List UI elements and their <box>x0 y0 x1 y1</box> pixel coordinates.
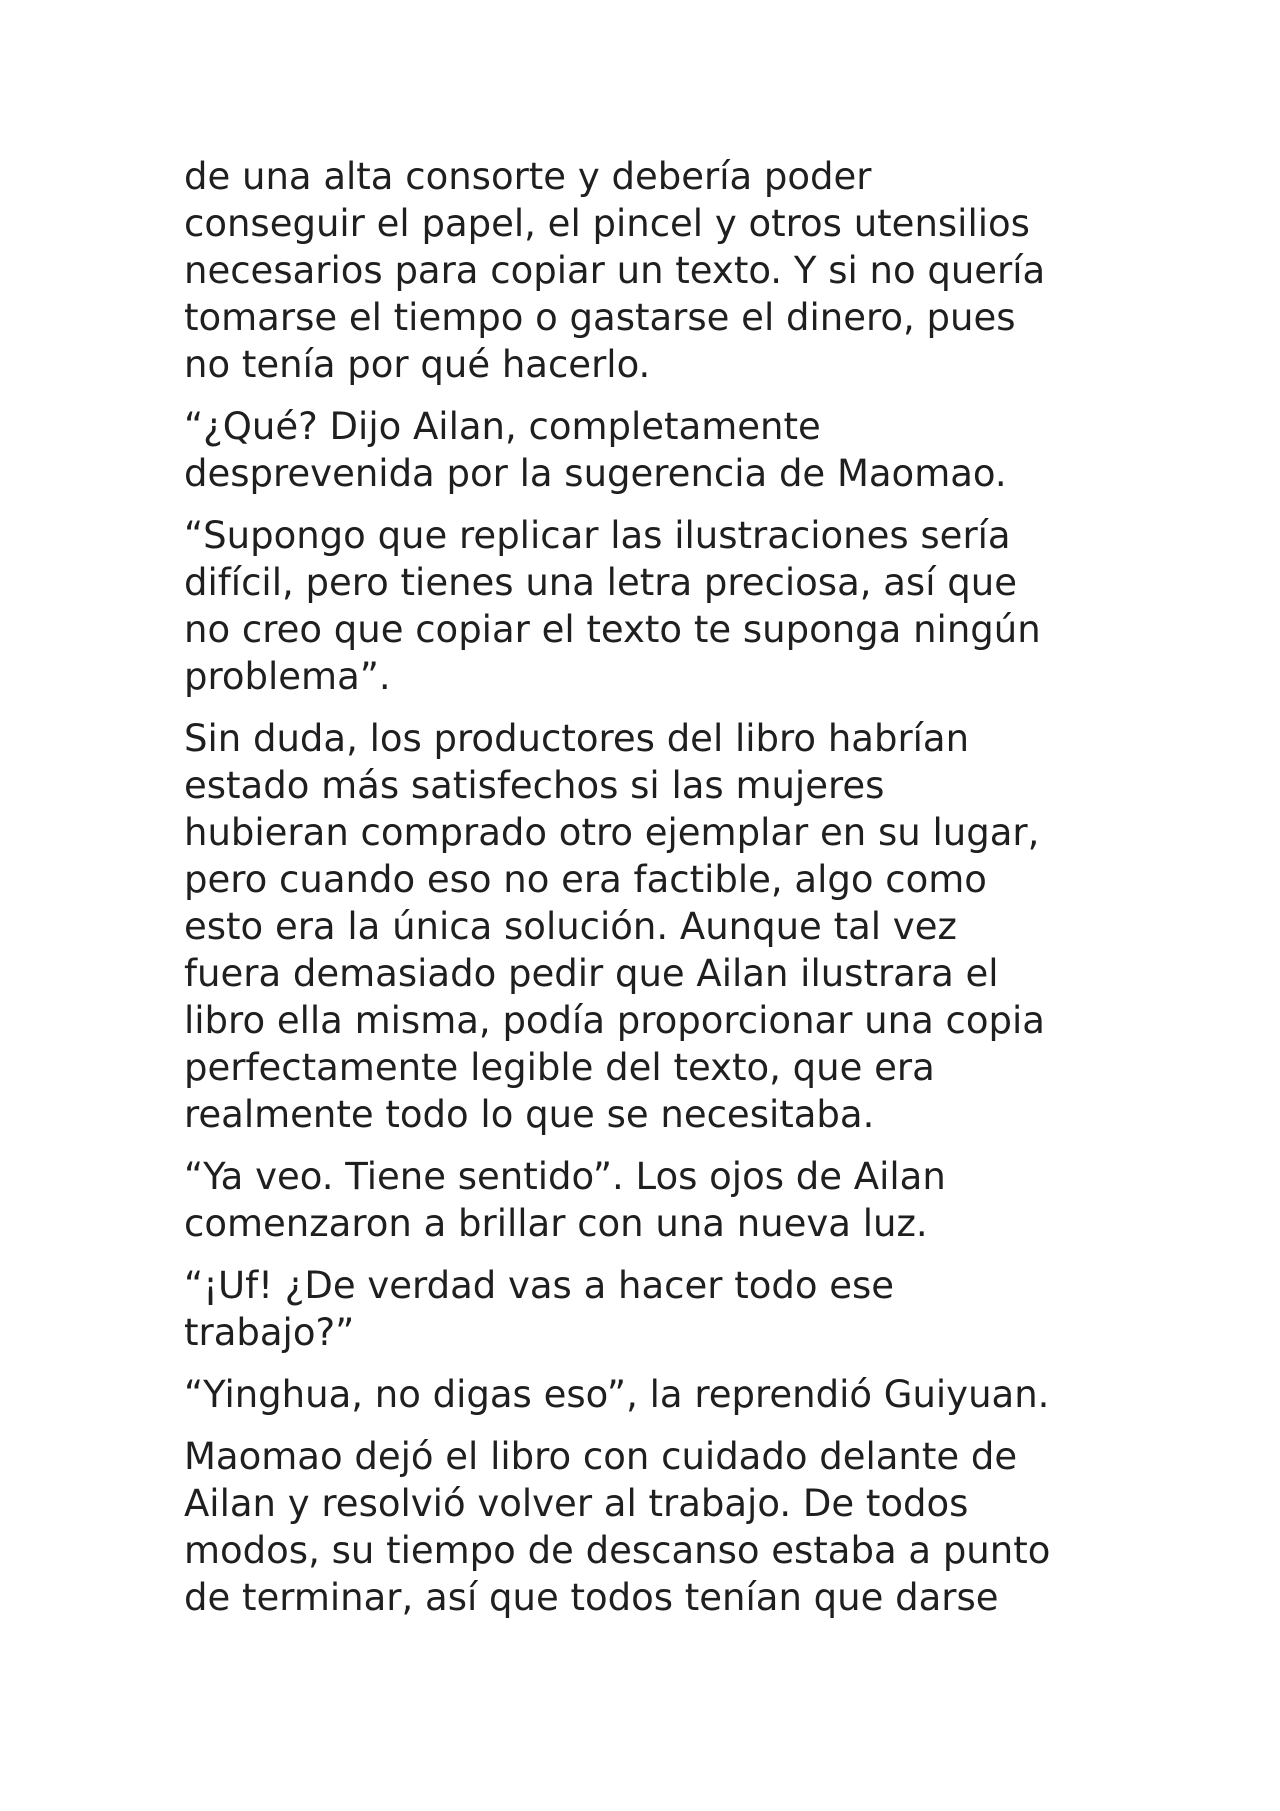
text-line: conseguir el papel, el pincel y otros utensilios <box>184 202 1030 245</box>
text-line: “Yinghua, no digas eso”, la reprendió Guiyuan. <box>184 1373 1050 1416</box>
text-line: tomarse el tiempo o gastarse el dinero, pues <box>184 296 1016 339</box>
text-line: trabajo?” <box>184 1311 355 1354</box>
text-line: modos, su tiempo de descanso estaba a punto <box>184 1529 1051 1572</box>
text-line: problema”. <box>184 655 391 698</box>
text-line: difícil, pero tienes una letra preciosa, así que <box>184 561 1017 604</box>
text-column <box>184 153 1114 1636</box>
text-line: no creo que copiar el texto te suponga ningún <box>184 608 1041 651</box>
paragraph-6 <box>184 1262 1114 1356</box>
text-line: perfectamente legible del texto, que era <box>184 1046 935 1089</box>
text-line: de una alta consorte y debería poder <box>184 155 872 198</box>
text-line: “¡Uf! ¿De verdad vas a hacer todo ese <box>184 1264 895 1307</box>
text-line: hubieran comprado otro ejemplar en su lugar, <box>184 811 1040 854</box>
text-line: Ailan y resolvió volver al trabajo. De todos <box>184 1482 969 1525</box>
paragraph-7 <box>184 1371 1114 1418</box>
paragraph-4 <box>184 715 1114 1138</box>
text-line: esto era la única solución. Aunque tal vez <box>184 905 957 948</box>
text-line: libro ella misma, podía proporcionar una copia <box>184 999 1045 1042</box>
text-line: “¿Qué? Dijo Ailan, completamente <box>184 405 821 448</box>
paragraph-5 <box>184 1153 1114 1247</box>
text-line: realmente todo lo que se necesitaba. <box>184 1093 875 1136</box>
text-line: desprevenida por la sugerencia de Maomao. <box>184 452 1007 495</box>
text-line: Maomao dejó el libro con cuidado delante de <box>184 1435 1018 1478</box>
text-line: necesarios para copiar un texto. Y si no quería <box>184 249 1046 292</box>
text-line: comenzaron a brillar con una nueva luz. <box>184 1202 928 1245</box>
text-line: “Supongo que replicar las ilustraciones sería <box>184 514 1011 557</box>
paragraph-2 <box>184 403 1114 497</box>
text-line: Sin duda, los productores del libro habrían <box>184 717 970 760</box>
paragraph-3 <box>184 512 1114 700</box>
text-line: de terminar, así que todos tenían que darse <box>184 1576 999 1619</box>
text-line: no tenía por qué hacerlo. <box>184 343 651 386</box>
paragraph-1 <box>184 153 1114 388</box>
text-line: pero cuando eso no era factible, algo como <box>184 858 987 901</box>
text-line: fuera demasiado pedir que Ailan ilustrara el <box>184 952 999 995</box>
paragraph-8 <box>184 1433 1114 1621</box>
text-line: estado más satisfechos si las mujeres <box>184 764 885 807</box>
text-line: “Ya veo. Tiene sentido”. Los ojos de Ailan <box>184 1155 946 1198</box>
